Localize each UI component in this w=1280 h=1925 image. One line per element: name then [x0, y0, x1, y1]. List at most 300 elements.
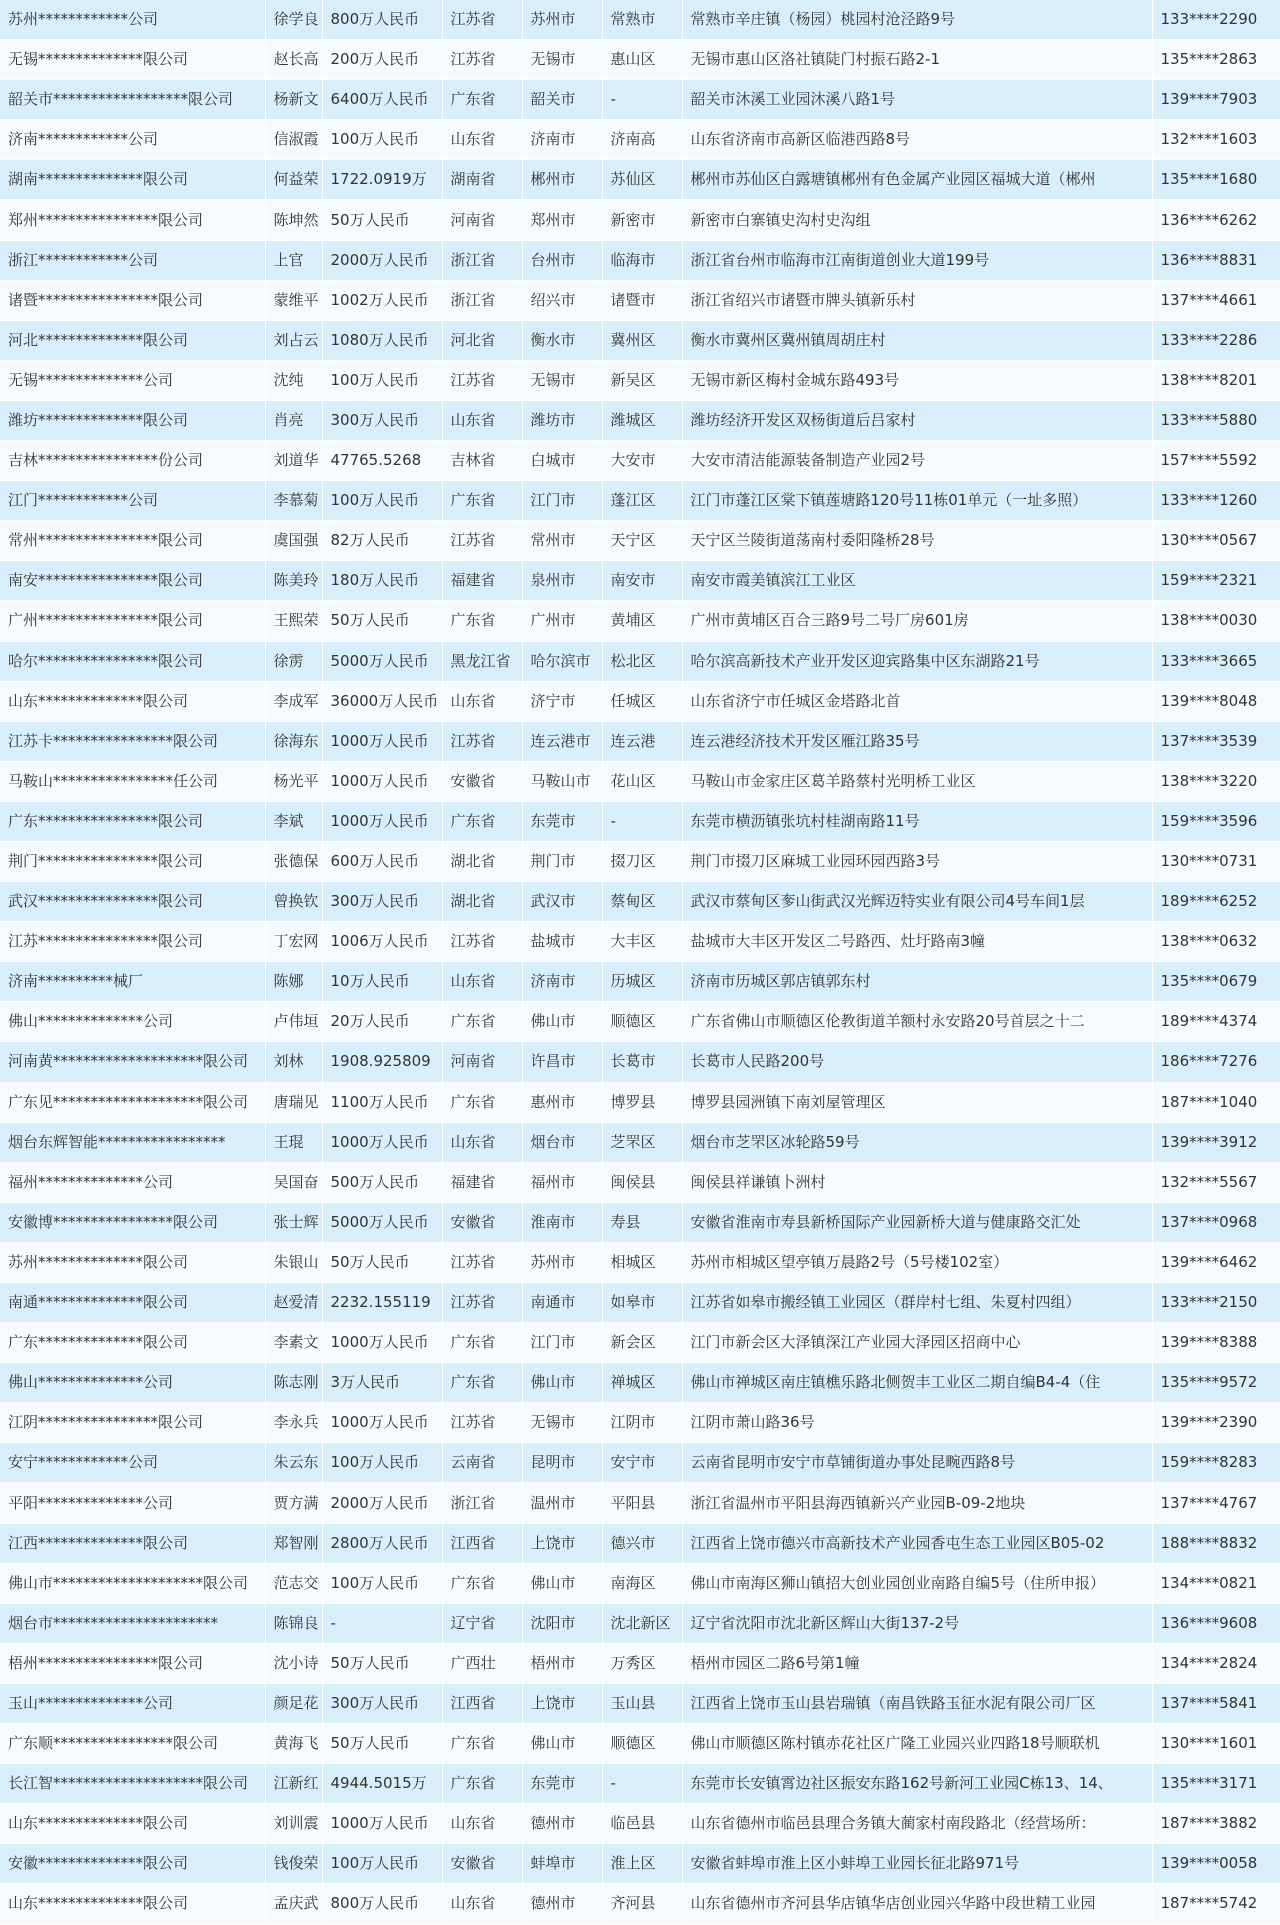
- district-cell: 沈北新区: [602, 1603, 682, 1643]
- company-name-cell: 浙江************公司: [0, 240, 265, 280]
- company-name-cell: 烟台东辉智能*****************: [0, 1122, 265, 1162]
- phone-cell: 132****5567: [1152, 1162, 1280, 1202]
- province-cell: 广东省: [442, 1323, 522, 1363]
- district-cell: 南海区: [602, 1563, 682, 1603]
- address-cell: 浙江省台州市临海市江南街道创业大道199号: [682, 240, 1152, 280]
- company-name-cell: 江门************公司: [0, 481, 265, 521]
- city-cell: 荆门市: [522, 841, 602, 881]
- registered-capital-cell: 180万人民币: [322, 561, 442, 601]
- district-cell: 顺德区: [602, 1724, 682, 1764]
- company-name-cell: 山东**************限公司: [0, 1804, 265, 1844]
- table-row: [0, 841, 1280, 881]
- province-cell: 江苏省: [442, 1283, 522, 1323]
- table-row: [0, 1202, 1280, 1242]
- address-cell: 哈尔滨高新技术产业开发区迎宾路集中区东湖路21号: [682, 641, 1152, 681]
- table-row: [0, 1764, 1280, 1804]
- phone-cell: 135****0679: [1152, 962, 1280, 1002]
- table-row: [0, 1162, 1280, 1202]
- company-name-cell: 山东**************限公司: [0, 681, 265, 721]
- table-row: [0, 882, 1280, 922]
- phone-cell: 133****2290: [1152, 0, 1280, 40]
- phone-cell: 133****3665: [1152, 641, 1280, 681]
- district-cell: 德兴市: [602, 1523, 682, 1563]
- legal-rep-cell: 李永兵: [265, 1403, 322, 1443]
- province-cell: 浙江省: [442, 240, 522, 280]
- table-row: [0, 922, 1280, 962]
- province-cell: 江苏省: [442, 721, 522, 761]
- registered-capital-cell: 1000万人民币: [322, 801, 442, 841]
- phone-cell: 187****5742: [1152, 1884, 1280, 1924]
- phone-cell: 135****1680: [1152, 160, 1280, 200]
- table-row: [0, 120, 1280, 160]
- city-cell: 绍兴市: [522, 280, 602, 320]
- province-cell: 湖北省: [442, 882, 522, 922]
- company-name-cell: 无锡**************限公司: [0, 40, 265, 80]
- table-row: [0, 1724, 1280, 1764]
- province-cell: 山东省: [442, 1884, 522, 1924]
- province-cell: 江苏省: [442, 1242, 522, 1282]
- district-cell: 南安市: [602, 561, 682, 601]
- district-cell: 芝罘区: [602, 1122, 682, 1162]
- address-cell: 佛山市禅城区南庄镇樵乐路北侧贺丰工业区二期自编B4-4（住: [682, 1363, 1152, 1403]
- registered-capital-cell: 1000万人民币: [322, 1323, 442, 1363]
- company-name-cell: 广东见********************限公司: [0, 1082, 265, 1122]
- phone-cell: 137****0968: [1152, 1202, 1280, 1242]
- city-cell: 许昌市: [522, 1042, 602, 1082]
- table-row: [0, 0, 1280, 40]
- province-cell: 黑龙江省: [442, 641, 522, 681]
- phone-cell: 134****0821: [1152, 1563, 1280, 1603]
- address-cell: 荆门市掇刀区麻城工业园环园西路3号: [682, 841, 1152, 881]
- district-cell: 江阴市: [602, 1403, 682, 1443]
- phone-cell: 187****1040: [1152, 1082, 1280, 1122]
- company-name-cell: 苏州**************限公司: [0, 1242, 265, 1282]
- city-cell: 福州市: [522, 1162, 602, 1202]
- registered-capital-cell: -: [322, 1603, 442, 1643]
- company-name-cell: 河北**************限公司: [0, 320, 265, 360]
- table-row: [0, 681, 1280, 721]
- registered-capital-cell: 100万人民币: [322, 360, 442, 400]
- table-row: [0, 441, 1280, 481]
- phone-cell: 136****6262: [1152, 200, 1280, 240]
- district-cell: 顺德区: [602, 1002, 682, 1042]
- phone-cell: 139****8048: [1152, 681, 1280, 721]
- address-cell: 无锡市新区梅村金城东路493号: [682, 360, 1152, 400]
- phone-cell: 133****2286: [1152, 320, 1280, 360]
- registered-capital-cell: 100万人民币: [322, 1844, 442, 1884]
- legal-rep-cell: 沈纯: [265, 360, 322, 400]
- phone-cell: 135****2863: [1152, 40, 1280, 80]
- table-row: [0, 641, 1280, 681]
- address-cell: 苏州市相城区望亭镇万晨路2号（5号楼102室）: [682, 1242, 1152, 1282]
- phone-cell: 130****0731: [1152, 841, 1280, 881]
- company-name-cell: 无锡**************公司: [0, 360, 265, 400]
- registered-capital-cell: 36000万人民币: [322, 681, 442, 721]
- district-cell: 平阳县: [602, 1483, 682, 1523]
- city-cell: 郑州市: [522, 200, 602, 240]
- province-cell: 浙江省: [442, 280, 522, 320]
- table-row: [0, 80, 1280, 120]
- company-name-cell: 广州****************限公司: [0, 601, 265, 641]
- city-cell: 佛山市: [522, 1724, 602, 1764]
- legal-rep-cell: 吴国奋: [265, 1162, 322, 1202]
- company-name-cell: 广东****************限公司: [0, 801, 265, 841]
- company-name-cell: 江阴****************限公司: [0, 1403, 265, 1443]
- legal-rep-cell: 徐学良: [265, 0, 322, 40]
- legal-rep-cell: 范志交: [265, 1563, 322, 1603]
- address-cell: 江门市蓬江区棠下镇莲塘路120号11栋01单元（一址多照）: [682, 481, 1152, 521]
- company-name-cell: 梧州****************限公司: [0, 1643, 265, 1683]
- city-cell: 烟台市: [522, 1122, 602, 1162]
- phone-cell: 133****5880: [1152, 400, 1280, 440]
- city-cell: 盐城市: [522, 922, 602, 962]
- legal-rep-cell: 唐瑞见: [265, 1082, 322, 1122]
- city-cell: 江门市: [522, 1323, 602, 1363]
- province-cell: 江苏省: [442, 922, 522, 962]
- phone-cell: 137****5841: [1152, 1683, 1280, 1723]
- province-cell: 辽宁省: [442, 1603, 522, 1643]
- company-name-cell: 安徽**************限公司: [0, 1844, 265, 1884]
- address-cell: 佛山市顺德区陈村镇赤花社区广隆工业园兴业四路18号顺联机: [682, 1724, 1152, 1764]
- company-name-cell: 南通**************限公司: [0, 1283, 265, 1323]
- district-cell: 苏仙区: [602, 160, 682, 200]
- province-cell: 广东省: [442, 1363, 522, 1403]
- legal-rep-cell: 李慕菊: [265, 481, 322, 521]
- city-cell: 佛山市: [522, 1563, 602, 1603]
- province-cell: 江苏省: [442, 0, 522, 40]
- district-cell: 历城区: [602, 962, 682, 1002]
- address-cell: 潍坊经济开发区双杨街道后吕家村: [682, 400, 1152, 440]
- province-cell: 江西省: [442, 1683, 522, 1723]
- legal-rep-cell: 李成军: [265, 681, 322, 721]
- registered-capital-cell: 50万人民币: [322, 200, 442, 240]
- city-cell: 东莞市: [522, 1764, 602, 1804]
- legal-rep-cell: 贾方满: [265, 1483, 322, 1523]
- district-cell: 济南高: [602, 120, 682, 160]
- phone-cell: 139****2390: [1152, 1403, 1280, 1443]
- company-name-cell: 哈尔****************限公司: [0, 641, 265, 681]
- phone-cell: 136****8831: [1152, 240, 1280, 280]
- province-cell: 山东省: [442, 120, 522, 160]
- registered-capital-cell: 5000万人民币: [322, 1202, 442, 1242]
- province-cell: 广东省: [442, 1002, 522, 1042]
- company-name-cell: 苏州************公司: [0, 0, 265, 40]
- district-cell: 相城区: [602, 1242, 682, 1282]
- province-cell: 安徽省: [442, 761, 522, 801]
- address-cell: 江苏省如皋市搬经镇工业园区（群岸村七组、朱夏村四组）: [682, 1283, 1152, 1323]
- company-name-cell: 平阳**************公司: [0, 1483, 265, 1523]
- district-cell: 齐河县: [602, 1884, 682, 1924]
- province-cell: 广东省: [442, 1764, 522, 1804]
- company-name-cell: 南安****************限公司: [0, 561, 265, 601]
- legal-rep-cell: 刘林: [265, 1042, 322, 1082]
- legal-rep-cell: 张士辉: [265, 1202, 322, 1242]
- province-cell: 江西省: [442, 1523, 522, 1563]
- company-name-cell: 江西**************限公司: [0, 1523, 265, 1563]
- registered-capital-cell: 5000万人民币: [322, 641, 442, 681]
- legal-rep-cell: 赵长高: [265, 40, 322, 80]
- phone-cell: 139****7903: [1152, 80, 1280, 120]
- phone-cell: 133****2150: [1152, 1283, 1280, 1323]
- district-cell: 安宁市: [602, 1443, 682, 1483]
- company-name-cell: 广东顺****************限公司: [0, 1724, 265, 1764]
- district-cell: 临邑县: [602, 1804, 682, 1844]
- city-cell: 武汉市: [522, 882, 602, 922]
- table-row: [0, 1643, 1280, 1683]
- city-cell: 蚌埠市: [522, 1844, 602, 1884]
- company-name-cell: 江苏卡****************限公司: [0, 721, 265, 761]
- legal-rep-cell: 刘道华: [265, 441, 322, 481]
- district-cell: 任城区: [602, 681, 682, 721]
- legal-rep-cell: 曾换钦: [265, 882, 322, 922]
- registered-capital-cell: 1908.925809: [322, 1042, 442, 1082]
- district-cell: 掇刀区: [602, 841, 682, 881]
- table-row: [0, 1603, 1280, 1643]
- company-name-cell: 山东**************限公司: [0, 1884, 265, 1924]
- company-name-cell: 湖南**************限公司: [0, 160, 265, 200]
- address-cell: 长葛市人民路200号: [682, 1042, 1152, 1082]
- district-cell: 玉山县: [602, 1683, 682, 1723]
- registered-capital-cell: 1100万人民币: [322, 1082, 442, 1122]
- legal-rep-cell: 朱云东: [265, 1443, 322, 1483]
- registered-capital-cell: 50万人民币: [322, 1242, 442, 1282]
- province-cell: 广东省: [442, 1724, 522, 1764]
- district-cell: 淮上区: [602, 1844, 682, 1884]
- table-row: [0, 721, 1280, 761]
- district-cell: 博罗县: [602, 1082, 682, 1122]
- company-name-cell: 济南************公司: [0, 120, 265, 160]
- address-cell: 江西省上饶市德兴市高新技术产业园香屯生态工业园区B05-02: [682, 1523, 1152, 1563]
- address-cell: 山东省德州市临邑县理合务镇大蔺家村南段路北（经营场所：: [682, 1804, 1152, 1844]
- city-cell: 梧州市: [522, 1643, 602, 1683]
- legal-rep-cell: 杨新文: [265, 80, 322, 120]
- phone-cell: 130****0567: [1152, 521, 1280, 561]
- province-cell: 云南省: [442, 1443, 522, 1483]
- phone-cell: 137****4767: [1152, 1483, 1280, 1523]
- city-cell: 苏州市: [522, 0, 602, 40]
- company-name-cell: 济南**********械厂: [0, 962, 265, 1002]
- address-cell: 新密市白寨镇史沟村史沟组: [682, 200, 1152, 240]
- city-cell: 佛山市: [522, 1363, 602, 1403]
- legal-rep-cell: 张德保: [265, 841, 322, 881]
- province-cell: 福建省: [442, 561, 522, 601]
- table-row: [0, 40, 1280, 80]
- province-cell: 江苏省: [442, 40, 522, 80]
- legal-rep-cell: 陈娜: [265, 962, 322, 1002]
- district-cell: 寿县: [602, 1202, 682, 1242]
- table-row: [0, 1884, 1280, 1924]
- registered-capital-cell: 100万人民币: [322, 481, 442, 521]
- city-cell: 温州市: [522, 1483, 602, 1523]
- phone-cell: 159****8283: [1152, 1443, 1280, 1483]
- district-cell: 长葛市: [602, 1042, 682, 1082]
- registered-capital-cell: 1000万人民币: [322, 1403, 442, 1443]
- table-row: [0, 1804, 1280, 1844]
- district-cell: 临海市: [602, 240, 682, 280]
- company-name-cell: 潍坊**************限公司: [0, 400, 265, 440]
- phone-cell: 189****4374: [1152, 1002, 1280, 1042]
- city-cell: 潍坊市: [522, 400, 602, 440]
- city-cell: 上饶市: [522, 1683, 602, 1723]
- district-cell: 万秀区: [602, 1643, 682, 1683]
- district-cell: 闽侯县: [602, 1162, 682, 1202]
- table-row: [0, 280, 1280, 320]
- address-cell: 衡水市冀州区冀州镇周胡庄村: [682, 320, 1152, 360]
- city-cell: 常州市: [522, 521, 602, 561]
- legal-rep-cell: 陈美玲: [265, 561, 322, 601]
- phone-cell: 157****5592: [1152, 441, 1280, 481]
- company-name-cell: 荆门****************限公司: [0, 841, 265, 881]
- province-cell: 山东省: [442, 400, 522, 440]
- district-cell: 常熟市: [602, 0, 682, 40]
- legal-rep-cell: 陈坤然: [265, 200, 322, 240]
- province-cell: 山东省: [442, 962, 522, 1002]
- registered-capital-cell: 1006万人民币: [322, 922, 442, 962]
- city-cell: 昆明市: [522, 1443, 602, 1483]
- registered-capital-cell: 50万人民币: [322, 1724, 442, 1764]
- province-cell: 福建省: [442, 1162, 522, 1202]
- company-name-cell: 安徽博****************限公司: [0, 1202, 265, 1242]
- phone-cell: 139****8388: [1152, 1323, 1280, 1363]
- address-cell: 辽宁省沈阳市沈北新区辉山大街137-2号: [682, 1603, 1152, 1643]
- registered-capital-cell: 300万人民币: [322, 400, 442, 440]
- registered-capital-cell: 1080万人民币: [322, 320, 442, 360]
- phone-cell: 139****3912: [1152, 1122, 1280, 1162]
- district-cell: 惠山区: [602, 40, 682, 80]
- address-cell: 无锡市惠山区洛社镇陡门村振石路2-1: [682, 40, 1152, 80]
- district-cell: 禅城区: [602, 1363, 682, 1403]
- table-row: [0, 1443, 1280, 1483]
- address-cell: 武汉市蔡甸区奓山街武汉光辉迈特实业有限公司4号车间1层: [682, 882, 1152, 922]
- address-cell: 马鞍山市金家庄区葛羊路蔡村光明桥工业区: [682, 761, 1152, 801]
- address-cell: 江门市新会区大泽镇深江产业园大泽园区招商中心: [682, 1323, 1152, 1363]
- registered-capital-cell: 1000万人民币: [322, 1804, 442, 1844]
- table-row: [0, 360, 1280, 400]
- phone-cell: 130****1601: [1152, 1724, 1280, 1764]
- registered-capital-cell: 3万人民币: [322, 1363, 442, 1403]
- table-row: [0, 561, 1280, 601]
- registered-capital-cell: 200万人民币: [322, 40, 442, 80]
- table-row: [0, 1523, 1280, 1563]
- district-cell: 蔡甸区: [602, 882, 682, 922]
- company-name-cell: 常州****************限公司: [0, 521, 265, 561]
- company-name-cell: 安宁************公司: [0, 1443, 265, 1483]
- address-cell: 佛山市南海区狮山镇招大创业园创业南路自编5号（住所申报）: [682, 1563, 1152, 1603]
- company-name-cell: 长江智********************限公司: [0, 1764, 265, 1804]
- legal-rep-cell: 蒙维平: [265, 280, 322, 320]
- legal-rep-cell: 陈志刚: [265, 1363, 322, 1403]
- address-cell: 南安市霞美镇滨江工业区: [682, 561, 1152, 601]
- address-cell: 山东省济宁市任城区金塔路北首: [682, 681, 1152, 721]
- table-row: [0, 240, 1280, 280]
- city-cell: 韶关市: [522, 80, 602, 120]
- district-cell: 潍城区: [602, 400, 682, 440]
- registered-capital-cell: 1000万人民币: [322, 1122, 442, 1162]
- district-cell: -: [602, 801, 682, 841]
- table-row: [0, 481, 1280, 521]
- district-cell: 新密市: [602, 200, 682, 240]
- province-cell: 河南省: [442, 1042, 522, 1082]
- table-row: [0, 1042, 1280, 1082]
- city-cell: 德州市: [522, 1804, 602, 1844]
- district-cell: 花山区: [602, 761, 682, 801]
- phone-cell: 189****6252: [1152, 882, 1280, 922]
- registered-capital-cell: 10万人民币: [322, 962, 442, 1002]
- company-name-cell: 武汉****************限公司: [0, 882, 265, 922]
- legal-rep-cell: 江新红: [265, 1764, 322, 1804]
- legal-rep-cell: 上官: [265, 240, 322, 280]
- district-cell: 连云港: [602, 721, 682, 761]
- company-name-cell: 吉林****************份公司: [0, 441, 265, 481]
- legal-rep-cell: 朱银山: [265, 1242, 322, 1282]
- district-cell: 天宁区: [602, 521, 682, 561]
- district-cell: 蓬江区: [602, 481, 682, 521]
- registered-capital-cell: 1000万人民币: [322, 761, 442, 801]
- table-row: [0, 1082, 1280, 1122]
- city-cell: 东莞市: [522, 801, 602, 841]
- registered-capital-cell: 2232.155119: [322, 1283, 442, 1323]
- legal-rep-cell: 刘训震: [265, 1804, 322, 1844]
- registered-capital-cell: 600万人民币: [322, 841, 442, 881]
- province-cell: 广东省: [442, 1563, 522, 1603]
- registered-capital-cell: 300万人民币: [322, 1683, 442, 1723]
- registered-capital-cell: 800万人民币: [322, 1884, 442, 1924]
- city-cell: 苏州市: [522, 1242, 602, 1282]
- phone-cell: 159****3596: [1152, 801, 1280, 841]
- province-cell: 广东省: [442, 801, 522, 841]
- table-row: [0, 1483, 1280, 1523]
- province-cell: 山东省: [442, 681, 522, 721]
- address-cell: 连云港经济技术开发区雁江路35号: [682, 721, 1152, 761]
- city-cell: 白城市: [522, 441, 602, 481]
- city-cell: 济南市: [522, 962, 602, 1002]
- address-cell: 东莞市长安镇霄边社区振安东路162号新河工业园C栋13、14、: [682, 1764, 1152, 1804]
- city-cell: 沈阳市: [522, 1603, 602, 1643]
- table-row: [0, 1683, 1280, 1723]
- address-cell: 郴州市苏仙区白露塘镇郴州有色金属产业园区福城大道（郴州: [682, 160, 1152, 200]
- province-cell: 江苏省: [442, 1403, 522, 1443]
- registered-capital-cell: 2000万人民币: [322, 1483, 442, 1523]
- table-row: [0, 962, 1280, 1002]
- city-cell: 无锡市: [522, 40, 602, 80]
- address-cell: 山东省济南市高新区临港西路8号: [682, 120, 1152, 160]
- address-cell: 韶关市沐溪工业园沐溪八路1号: [682, 80, 1152, 120]
- district-cell: 松北区: [602, 641, 682, 681]
- city-cell: 上饶市: [522, 1523, 602, 1563]
- registered-capital-cell: 100万人民币: [322, 1443, 442, 1483]
- province-cell: 河南省: [442, 200, 522, 240]
- table-row: [0, 1363, 1280, 1403]
- province-cell: 广西壮: [442, 1643, 522, 1683]
- address-cell: 山东省德州市齐河县华店镇华店创业园兴华路中段世精工业园: [682, 1884, 1152, 1924]
- province-cell: 河北省: [442, 320, 522, 360]
- province-cell: 广东省: [442, 80, 522, 120]
- address-cell: 博罗县园洲镇下南刘屋管理区: [682, 1082, 1152, 1122]
- table-row: [0, 1002, 1280, 1042]
- table-row: [0, 1323, 1280, 1363]
- registered-capital-cell: 47765.5268: [322, 441, 442, 481]
- address-cell: 浙江省温州市平阳县海西镇新兴产业园B-09-2地块: [682, 1483, 1152, 1523]
- registered-capital-cell: 500万人民币: [322, 1162, 442, 1202]
- district-cell: 新会区: [602, 1323, 682, 1363]
- legal-rep-cell: 陈锦良: [265, 1603, 322, 1643]
- registered-capital-cell: 2800万人民币: [322, 1523, 442, 1563]
- legal-rep-cell: 赵爱清: [265, 1283, 322, 1323]
- company-name-cell: 广东**************限公司: [0, 1323, 265, 1363]
- city-cell: 无锡市: [522, 1403, 602, 1443]
- city-cell: 佛山市: [522, 1002, 602, 1042]
- address-cell: 云南省昆明市安宁市草铺街道办事处昆畹西路8号: [682, 1443, 1152, 1483]
